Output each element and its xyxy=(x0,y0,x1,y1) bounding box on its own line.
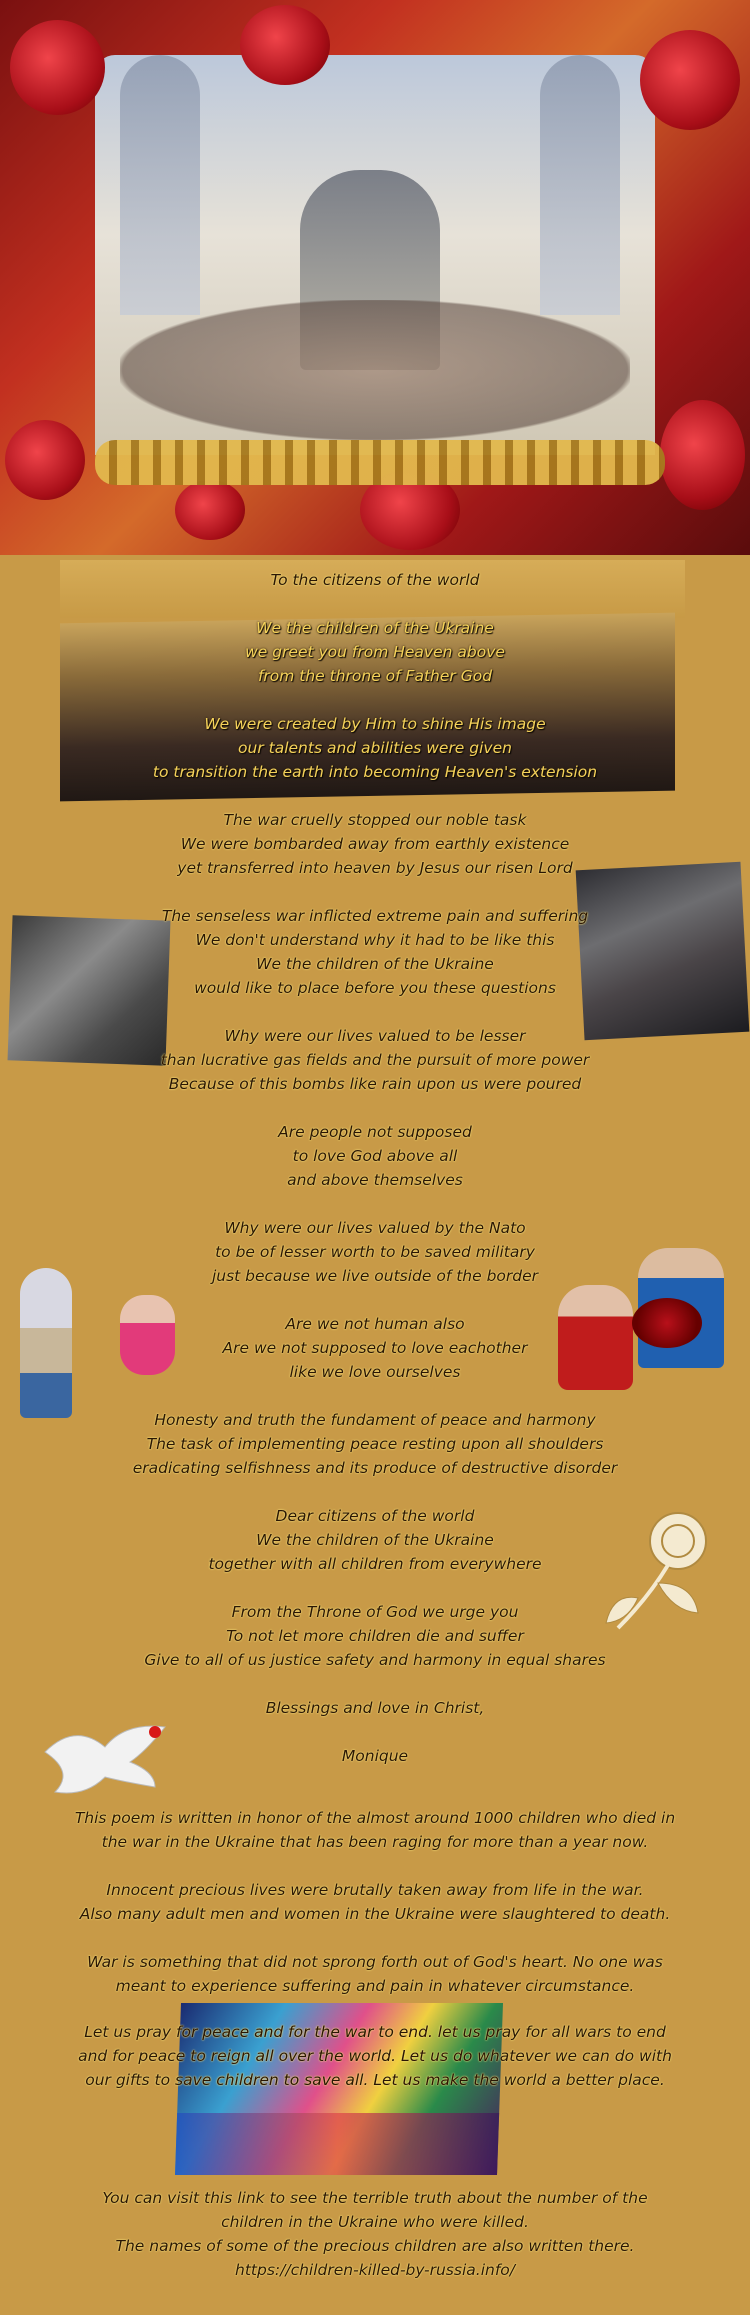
note-line: and for peace to reign all over the world. Let us do whatever we can do with xyxy=(78,2047,672,2065)
poem-line: The senseless war inflicted extreme pain and suffering xyxy=(161,907,589,925)
children-crowd xyxy=(120,300,630,440)
note-line: War is something that did not sprong forth out of God's heart. No one was xyxy=(87,1953,663,1971)
poem-line: we greet you from Heaven above xyxy=(245,643,505,661)
poem-line: Are we not human also xyxy=(285,1315,465,1333)
poem-line: Are people not supposed xyxy=(278,1123,472,1141)
poem-line: to transition the earth into becoming Heaven's extension xyxy=(152,763,598,781)
poem-line: We were bombarded away from earthly existence xyxy=(180,835,570,853)
poem-stanza xyxy=(0,1024,750,1096)
poem-line: yet transferred into heaven by Jesus our risen Lord xyxy=(177,859,573,877)
poem-stanza xyxy=(0,1216,750,1288)
poem-line: Because of this bombs like rain upon us were poured xyxy=(168,1075,582,1093)
poem-line: We the children of the Ukraine xyxy=(256,955,494,973)
poem-stanza xyxy=(0,712,750,784)
rose-icon xyxy=(10,20,105,115)
poem-line: We were created by Him to shine His image xyxy=(204,715,546,733)
poem-stanza xyxy=(0,1120,750,1192)
poem-heading: To the citizens of the world xyxy=(270,571,480,589)
poem-line: The war cruelly stopped our noble task xyxy=(223,811,527,829)
note-line: Let us pray for peace and for the war to end. let us pray for all wars to end xyxy=(84,2023,666,2041)
footer-link[interactable]: https://children-killed-by-russia.info/ xyxy=(235,2261,515,2279)
poem-line: Why were our lives valued to be lesser xyxy=(224,1027,526,1045)
poem-line: and above themselves xyxy=(287,1171,463,1189)
heaven-banner-image xyxy=(0,0,750,555)
rose-icon xyxy=(660,400,745,510)
poem-line: to love God above all xyxy=(292,1147,458,1165)
poem-line: Honesty and truth the fundament of peace and harmony xyxy=(154,1411,596,1429)
poem-line: together with all children from everywhere xyxy=(208,1555,542,1573)
poem-line: from the throne of Father God xyxy=(257,667,493,685)
poem-line: Dear citizens of the world xyxy=(275,1507,475,1525)
poem-line: From the Throne of God we urge you xyxy=(231,1603,519,1621)
poem-line: than lucrative gas fields and the pursuit of more power xyxy=(160,1051,590,1069)
poem-closing: Blessings and love in Christ, xyxy=(265,1699,485,1717)
poem-line: Are we not supposed to love eachother xyxy=(222,1339,528,1357)
note-line: Innocent precious lives were brutally taken away from life in the war. xyxy=(106,1881,644,1899)
poem-line: Give to all of us justice safety and harmony in equal shares xyxy=(144,1651,606,1669)
poem-stanza xyxy=(0,1408,750,1480)
poem-stanza xyxy=(0,616,750,688)
poem-line: like we love ourselves xyxy=(289,1363,461,1381)
poem-line: would like to place before you these questions xyxy=(194,979,556,997)
poem-line: eradicating selfishness and its produce of destructive disorder xyxy=(132,1459,618,1477)
note-line: meant to experience suffering and pain in whatever circumstance. xyxy=(115,1977,635,1995)
poem-line: Why were our lives valued by the Nato xyxy=(224,1219,526,1237)
poem-text xyxy=(0,568,750,1768)
poem-stanza xyxy=(0,808,750,880)
poem-line: We the children of the Ukraine xyxy=(256,1531,494,1549)
poem-stanza xyxy=(0,1600,750,1672)
poem-line: We the children of the Ukraine xyxy=(256,619,494,637)
pillar-left xyxy=(120,55,200,315)
note-line: the war in the Ukraine that has been raging for more than a year now. xyxy=(101,1833,649,1851)
poem-stanza xyxy=(0,1312,750,1384)
rose-icon xyxy=(5,420,85,500)
poem-line: The task of implementing peace resting upon all shoulders xyxy=(146,1435,604,1453)
rose-icon xyxy=(175,480,245,540)
poem-author: Monique xyxy=(341,1747,409,1765)
note-line: This poem is written in honor of the almost around 1000 children who died in xyxy=(74,1809,676,1827)
golden-rose-garland xyxy=(95,440,665,485)
footer-line: The names of some of the precious children are also written there. xyxy=(115,2237,635,2255)
note-line: Also many adult men and women in the Ukraine were slaughtered to death. xyxy=(79,1905,671,1923)
poem-stanza xyxy=(0,904,750,1000)
poem-line: to be of lesser worth to be saved military xyxy=(215,1243,535,1261)
footer-line: You can visit this link to see the terrible truth about the number of the xyxy=(102,2189,648,2207)
note-line: our gifts to save children to save all. Let us make the world a better place. xyxy=(85,2071,665,2089)
rose-icon xyxy=(640,30,740,130)
rose-icon xyxy=(240,5,330,85)
footer-line: children in the Ukraine who were killed. xyxy=(221,2213,529,2231)
poem-line: just because we live outside of the border xyxy=(211,1267,539,1285)
poem-line: our talents and abilities were given xyxy=(238,739,512,757)
dedication-notes xyxy=(0,1806,750,2022)
poem-stanza xyxy=(0,1504,750,1576)
prayer-notes xyxy=(0,2020,750,2092)
poem-line: We don't understand why it had to be like this xyxy=(195,931,555,949)
pillar-right xyxy=(540,55,620,315)
footer-text xyxy=(0,2186,750,2282)
poem-line: To not let more children die and suffer xyxy=(226,1627,524,1645)
